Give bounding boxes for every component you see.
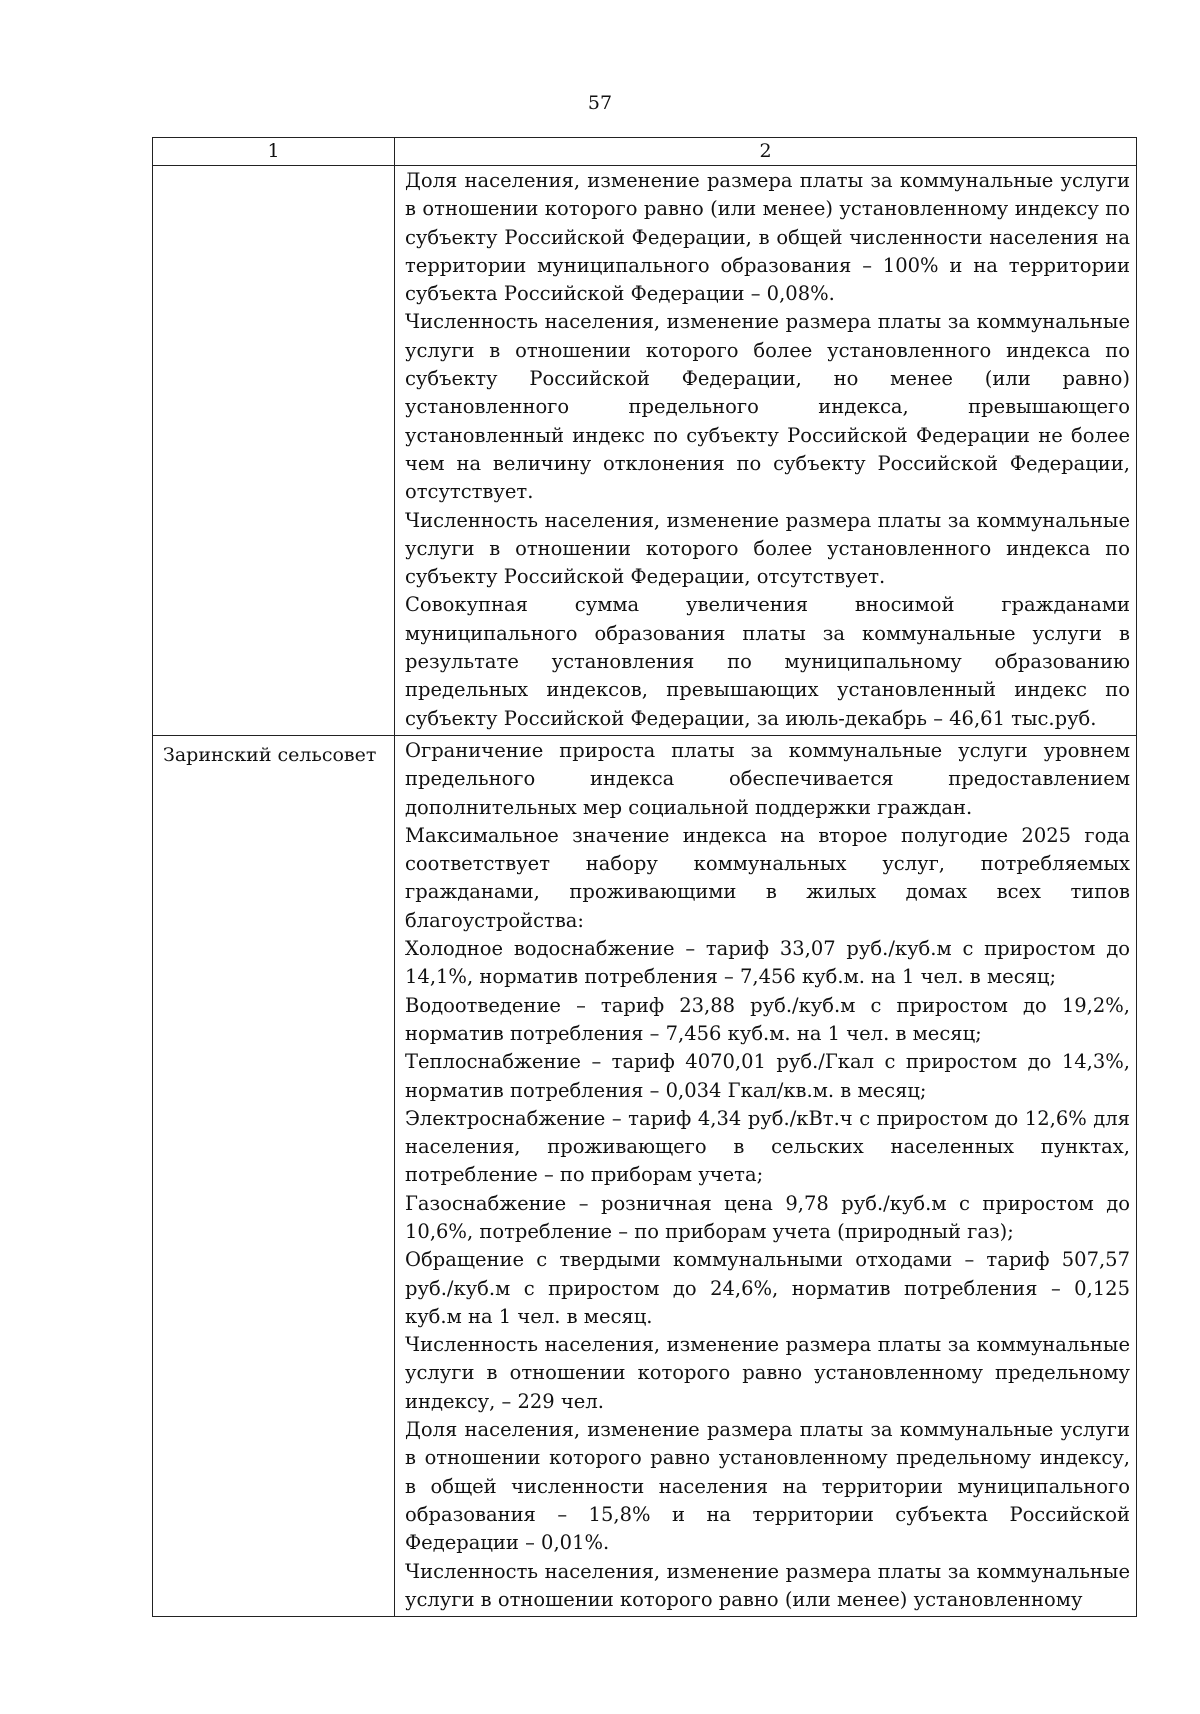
municipality-cell xyxy=(153,166,395,736)
paragraph: Теплоснабжение – тариф 4070,01 руб./Гкал с приростом до 14,3%, норматив потребления – 0,034 Гкал/кв.м. в месяц; xyxy=(405,1050,1130,1102)
table-header-row xyxy=(153,138,1137,166)
paragraph: Холодное водоснабжение – тариф 33,07 руб./куб.м с приростом до 14,1%, норматив потребления – 7,456 куб.м. на 1 чел. в месяц; xyxy=(405,937,1130,989)
page-number: 57 xyxy=(587,92,613,114)
table-row xyxy=(153,735,1137,1616)
paragraph: Численность населения, изменение размера платы за коммунальные услуги в отношении которого более установленного индекса по субъекту Российской Федерации, отсутствует. xyxy=(405,508,1130,589)
paragraph: Обращение с твердыми коммунальными отходами – тариф 507,57 руб./куб.м с приростом до 24,6%, норматив потребления – 0,125 куб.м на 1 чел. в месяц. xyxy=(405,1248,1130,1328)
municipality-cell: Заринский сельсовет xyxy=(153,735,395,1616)
column-header-1: 1 xyxy=(153,138,395,166)
description-cell xyxy=(395,735,1137,1616)
paragraph: Доля населения, изменение размера платы за коммунальные услуги в отношении которого равно (или менее) установленному индексу по субъекту Российской Федерации, в общей численности населения на территории муниципального образования – 100% и на территории субъекта Российской Федерации – 0,08%. xyxy=(405,169,1130,306)
paragraph: Максимальное значение индекса на второе полугодие 2025 года соответствует набору коммунальных услуг, потребляемых гражданами, проживающими в жилых домах всех типов благоустройства: xyxy=(405,823,1130,932)
paragraph: Численность населения, изменение размера платы за коммунальные услуги в отношении которого равно установленному предельному индексу, – 229 чел. xyxy=(405,1333,1130,1413)
paragraph: Электроснабжение – тариф 4,34 руб./кВт.ч с приростом до 12,6% для населения, проживающего в сельских населенных пунктах, потребление – по приборам учета; xyxy=(405,1106,1130,1187)
description-cell xyxy=(395,166,1137,736)
paragraph: Численность населения, изменение размера платы за коммунальные услуги в отношении которого равно (или менее) установленному xyxy=(405,1559,1130,1611)
column-header-2: 2 xyxy=(395,138,1137,166)
table-row xyxy=(153,166,1137,736)
paragraph: Ограничение прироста платы за коммунальные услуги уровнем предельного индекса обеспечивается предоставлением дополнительных мер социальной поддержки граждан. xyxy=(405,738,1130,819)
paragraph: Газоснабжение – розничная цена 9,78 руб./куб.м с приростом до 10,6%, потребление – по приборам учета (природный газ); xyxy=(405,1191,1130,1243)
paragraph: Численность населения, изменение размера платы за коммунальные услуги в отношении которого более установленного индекса по субъекту Российской Федерации, но менее (или равно) установленного предельного индекса, превышающего установленный индекс по субъекту Российской Федерации не более чем на величину отклонения по субъекту Российской Федерации, отсутствует. xyxy=(405,310,1130,504)
paragraph: Водоотведение – тариф 23,88 руб./куб.м с приростом до 19,2%, норматив потребления – 7,456 куб.м. на 1 чел. в месяц; xyxy=(405,993,1130,1045)
paragraph: Совокупная сумма увеличения вносимой гражданами муниципального образования платы за коммунальные услуги в результате установления по муниципальному образованию предельных индексов, превышающих установленный индекс по субъекту Российской Федерации, за июль-декабрь – 46,61 тыс.руб. xyxy=(405,593,1130,730)
data-table xyxy=(152,137,1137,1617)
paragraph: Доля населения, изменение размера платы за коммунальные услуги в отношении которого равно установленному предельному индексу, в общей численности населения на территории муниципального образования – 15,8% и на территории субъекта Российской Федерации – 0,01%. xyxy=(405,1418,1130,1555)
